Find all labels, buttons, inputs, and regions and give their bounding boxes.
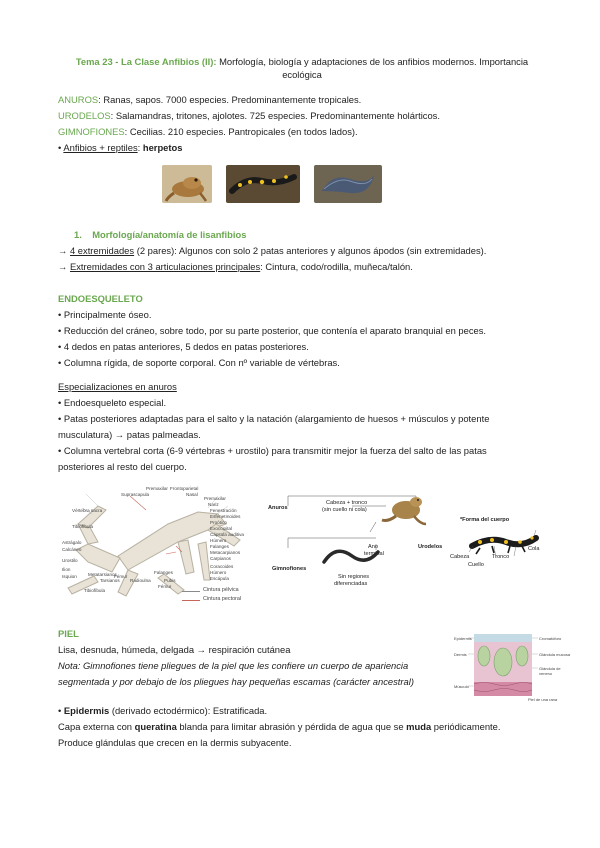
label-urostilo: Urostilo <box>62 558 78 563</box>
label-escapula: Escápula <box>210 576 229 581</box>
skin-label-dermis: Dermis <box>454 652 467 657</box>
arrow: → <box>58 245 70 256</box>
label-urodelos: Urodelos <box>418 544 443 550</box>
endoesqueleto-heading: ENDOESQUELETO <box>58 293 143 304</box>
label-gimnofiones: Gimnofiones <box>272 566 307 572</box>
label-frontoparietal: Frontoparietal <box>170 486 199 491</box>
label-ano: Ano <box>368 544 378 550</box>
section-number: 1. <box>74 229 82 240</box>
label-sin-cuello: (sin cuello ni cola) <box>322 507 367 513</box>
label-tarsianos: Tarsianos <box>100 578 120 583</box>
label-cuello: Cuello <box>468 562 484 568</box>
piel-note-2: segmentada y por debajo de los pliegues hay pequeñas escamas (carácter ancestral) <box>58 676 414 687</box>
legend-cintura-pectoral: Cintura pectoral <box>203 596 242 602</box>
esp-line-4: • Columna vertebral corta (6-9 vértebras + urostilo) para transmitir mejor la fuerza del salto de las patas <box>58 445 487 456</box>
label-esfenetmoides: Esfenetmoides <box>210 514 241 519</box>
label-ilion: Ilion <box>62 567 71 572</box>
label-capsula-auditiva: Cápsula auditiva <box>210 532 244 537</box>
esp-line-5: posteriores al resto del cuerpo. <box>58 461 187 472</box>
label-fenestracion: Fenestración <box>210 508 237 513</box>
legend-line-pelvica <box>182 591 200 592</box>
label-calcaneo: Calcáneo <box>62 547 82 552</box>
skin-label-epidermis: Epidermis <box>454 636 472 641</box>
herpetos-line <box>58 142 182 154</box>
label-carpianos: Carpianos <box>210 556 231 561</box>
arrow: → <box>58 261 70 272</box>
label-premaxilar-top: Premaxilar <box>146 486 168 491</box>
label-premaxilar: Premaxilar <box>204 496 226 501</box>
label-anuros: Anuros <box>268 505 288 511</box>
body-forms-drawing <box>266 486 562 596</box>
skin-label-glandula-mucosa: Glándula mucosa <box>539 652 571 657</box>
title-rest: Morfología, biología y adaptaciones de los anfibios modernos. Importancia ecológica <box>216 56 529 80</box>
epidermis-line-1 <box>58 705 267 717</box>
bullet: • <box>58 142 64 153</box>
esp-line-1: • Endoesqueleto especial. <box>58 397 167 408</box>
epidermis-line-2 <box>58 721 500 733</box>
label-prootico: Proótico <box>210 520 227 525</box>
especializaciones-heading: Especializaciones en anuros <box>58 381 177 392</box>
salamander-photo <box>226 165 300 203</box>
skin-caption: Piel de una rana <box>528 697 558 702</box>
epidermis-term: Epidermis <box>63 705 110 716</box>
arrow-line-1 <box>58 245 486 257</box>
arrow-term: Extremidades con 3 articulaciones principales <box>69 261 261 272</box>
label-tibiofibula-2: Tibiofíbula <box>84 588 106 593</box>
group-name: ANUROS <box>58 94 99 105</box>
label-nariz: Nariz <box>208 502 219 507</box>
legend-cintura-pelvica: Cintura pélvica <box>203 587 239 593</box>
page-title <box>56 56 548 81</box>
section-heading <box>74 229 246 241</box>
arrow-rest: (2 pares): Algunos con solo 2 patas anteriores y algunos ápodos (sin extremidades). <box>134 245 487 256</box>
section-title: Morfología/anatomía de lisanfibios <box>92 229 247 240</box>
piel-heading: PIEL <box>58 628 79 639</box>
label-pubis: Pubis <box>164 578 176 583</box>
arrow-term: 4 extremidades <box>69 245 135 256</box>
frog-photo <box>162 165 212 203</box>
arrow-rest: : Cintura, codo/rodilla, muñeca/talón. <box>260 261 413 272</box>
herpetos-term: Anfibios + reptiles <box>63 142 138 153</box>
label-humero: Húmero <box>210 538 227 543</box>
label-cabeza-tronco: Cabeza + tronco <box>326 500 368 506</box>
esp-line-2: • Patas posteriores adaptadas para el salto y la natación (alargamiento de huesos + músculos y potente <box>58 413 490 424</box>
label-cola: Cola <box>528 546 540 552</box>
label-terminal: terminal <box>364 551 384 557</box>
body-forms-figure <box>266 486 562 596</box>
piel-line: Lisa, desnuda, húmeda, delgada → respiración cutánea <box>58 644 291 655</box>
label-suprascapula: Suprascapula <box>121 492 150 497</box>
group-urodelos <box>58 110 440 122</box>
skin-figure <box>454 632 571 704</box>
text: Capa externa con <box>58 721 135 732</box>
skin-label-cromatoforo: Cromatóforo <box>539 636 562 641</box>
title-topic: Tema 23 - La Clase Anfibios (II): <box>75 56 217 67</box>
label-vertebra-sacra: Vértebra sacra <box>72 508 103 513</box>
group-desc: : Salamandras, tritones, ajolotes. 725 especies. Predominantemente holárticos. <box>110 110 440 121</box>
group-name: GIMNOFIONES <box>58 126 125 137</box>
endo-bullet-1: • Principalmente óseo. <box>58 309 152 320</box>
keyword-muda: muda <box>406 721 432 732</box>
herpetos-word: herpetos <box>142 142 183 153</box>
label-tibiofibula: Tibiofíbula <box>72 524 94 529</box>
text: periódicamente. <box>431 721 501 732</box>
group-gimnofiones <box>58 126 358 138</box>
legend-line-pectoral <box>182 600 200 601</box>
bullet: • <box>58 705 64 716</box>
text: blanda para limitar abrasión y pérdida de agua que se <box>176 721 407 732</box>
label-femur-2: Fémur <box>158 584 172 589</box>
label-femur: Fémur <box>114 574 128 579</box>
keyword-queratina: queratina <box>134 721 177 732</box>
label-metatarsianos: Metatarsianos <box>88 572 117 577</box>
epidermis-line-3: Produce glándulas que crecen en la dermis subyacente. <box>58 737 292 748</box>
label-exoccipital: Exoccipital <box>210 526 232 531</box>
endo-bullet-4: • Columna rígida, de soporte corporal. Con nº variable de vértebras. <box>58 357 340 368</box>
label-nasal: Nasal <box>186 492 198 497</box>
label-forma-cuerpo: *Forma del cuerpo <box>460 517 510 523</box>
label-isquion: Isquion <box>62 574 77 579</box>
label-cabeza: Cabeza <box>450 554 470 560</box>
label-metacarpianos: Metacarpianos <box>210 550 241 555</box>
label-sin-regiones: Sin regiones <box>338 574 370 580</box>
label-falanges: Falanges <box>210 544 229 549</box>
label-tronco: Tronco <box>492 554 510 560</box>
label-falanges-2: Falanges <box>154 570 173 575</box>
group-desc: : Ranas, sapos. 7000 especies. Predominantemente tropicales. <box>98 94 362 105</box>
piel-note-1: Nota: Gimnofiones tiene pliegues de la piel que les confiere un cuerpo de apariencia <box>58 660 409 671</box>
group-anuros <box>58 94 361 106</box>
caecilian-photo <box>314 165 382 203</box>
skin-label-musculo: Músculo <box>454 684 469 689</box>
esp-line-3: musculatura) → patas palmeadas. <box>58 429 201 440</box>
group-desc: : Cecilias. 210 especies. Pantropicales (en todos lados). <box>124 126 358 137</box>
label-astragalo: Astrágalo <box>62 540 82 545</box>
skin-label-glandula-veneno: Glándula de veneno <box>539 666 561 676</box>
endo-bullet-2: • Reducción del cráneo, sobre todo, por su parte posterior, que contenía el aparato branquial en peces. <box>58 325 487 336</box>
label-radioulna: Radioulna <box>130 578 151 583</box>
frog-skeleton-figure <box>58 484 258 606</box>
endo-bullet-3: • 4 dedos en patas anteriores, 5 dedos en patas posteriores. <box>58 341 309 352</box>
colon: : <box>137 142 143 153</box>
epidermis-rest: (derivado ectodérmico): Estratificada. <box>109 705 268 716</box>
label-coracoides: Coracoides <box>210 564 234 569</box>
group-name: URODELOS <box>58 110 111 121</box>
label-diferenciadas: diferenciadas <box>334 581 368 587</box>
arrow-line-2 <box>58 261 413 273</box>
label-humero-2: Húmero <box>210 570 227 575</box>
